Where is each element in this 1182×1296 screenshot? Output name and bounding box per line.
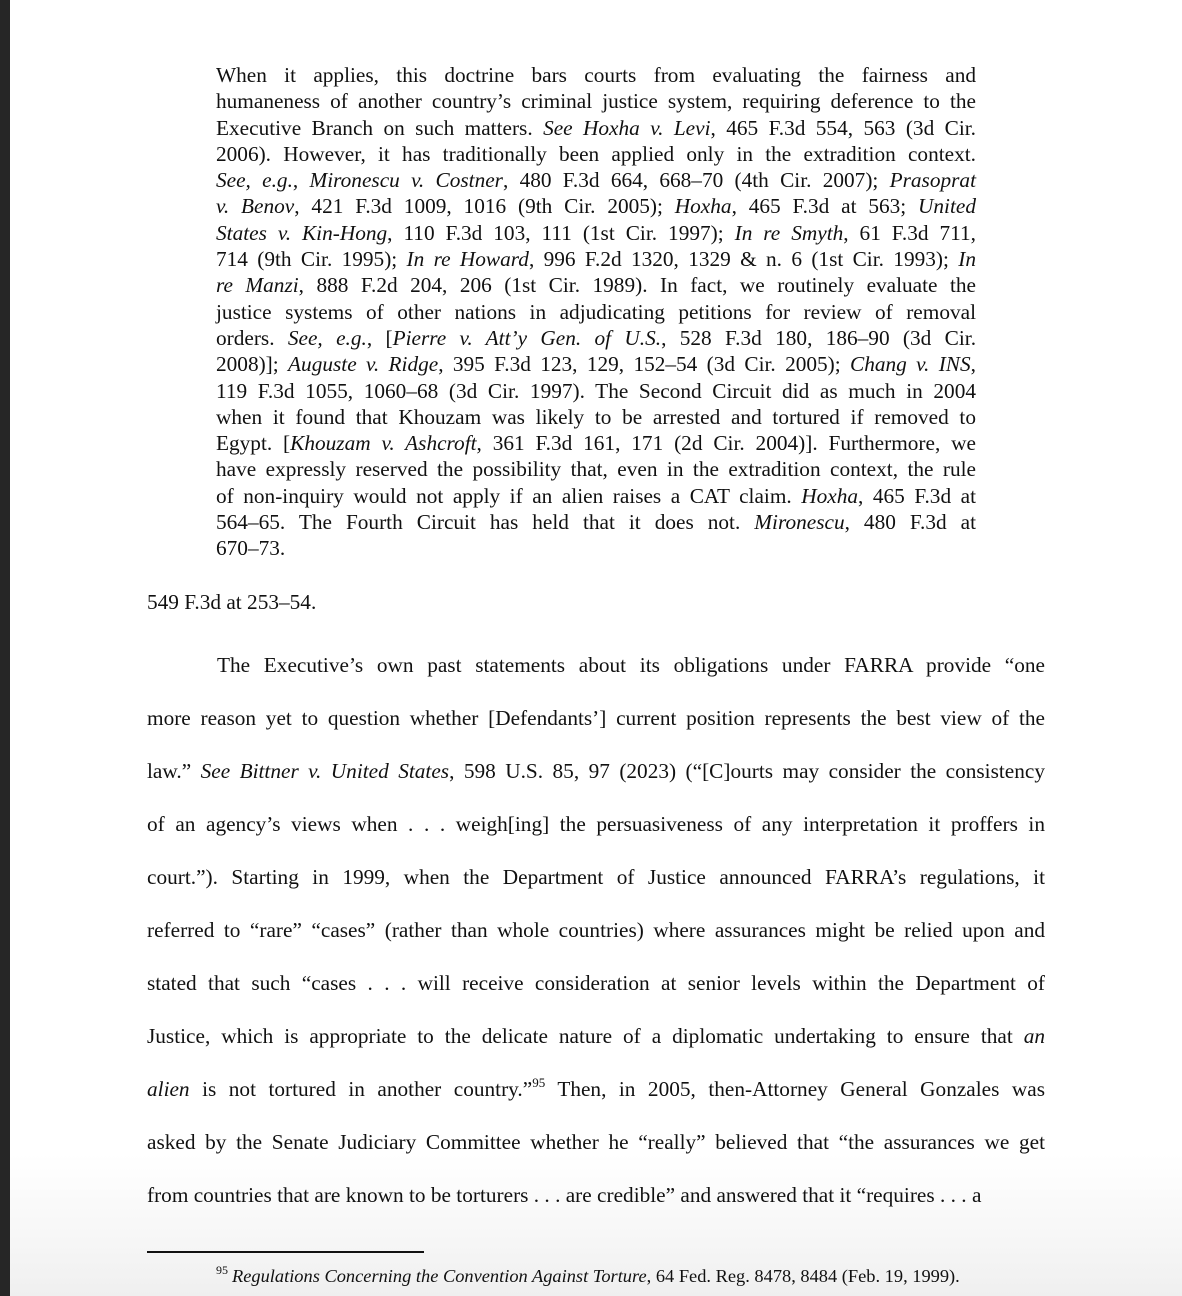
text-line [216,351,976,377]
body-paragraph [147,639,1045,1222]
text-run: , 465 F.3d at 563; [731,194,919,219]
text-run: 714 (9th Cir. 1995); [216,247,407,272]
text-run: more reason yet to question whether [Defendants’] current position represents the best view of the [147,706,1045,730]
text-line [216,88,976,114]
italic-citation: Auguste v. Ridge [288,352,439,377]
italic-citation: Prasoprat [889,168,976,193]
italic-citation: alien [147,1077,190,1101]
text-run: The Executive’s own past statements about its obligations under FARRA provide “one [217,653,1045,677]
text-run: when it found that Khouzam was likely to be arrested and tortured if removed to [216,404,976,429]
text-line [216,272,976,298]
text-run: Egypt. [ [216,431,291,456]
text-line [147,851,1045,904]
text-run: Justice, which is appropriate to the delicate nature of a diplomatic undertaking to ensure that [147,1024,1024,1048]
text-run: of non-inquiry would not apply if an alien raises a CAT claim. [216,483,802,508]
text-line [147,639,1045,692]
italic-citation: Hoxha [801,483,859,508]
text-run: , 480 F.3d at [844,510,976,535]
text-run: is not tortured in another country.” [189,1077,533,1101]
text-line [147,1010,1045,1063]
footnote-separator [147,1251,424,1253]
text-run: 119 F.3d 1055, 1060–68 (3d Cir. 1997). The Second Circuit did as much in 2004 [216,378,976,403]
italic-citation: See Bittner v. United States [200,759,450,783]
text-line [216,167,976,193]
text-run: , 110 F.3d 103, 111 (1st Cir. 1997); [387,220,735,245]
text-run: 564–65. The Fourth Circuit has held that it does not. [216,510,755,535]
italic-citation: Regulations Concerning the Convention Against Torture [232,1266,647,1286]
text-run: , 528 F.3d 180, 186–90 (3d Cir. [661,325,977,350]
text-run: , 361 F.3d 161, 171 (2d Cir. 2004)]. Furthermore, we [476,431,976,456]
text-line [216,62,976,88]
text-line [147,957,1045,1010]
text-run: stated that such “cases . . . will receive consideration at senior levels within the Department of [147,971,1045,995]
text-run: have expressly reserved the possibility that, even in the extradition context, the rule [216,457,976,482]
text-line [216,483,976,509]
text-run: orders. [216,325,288,350]
text-line [216,378,976,404]
text-run: , [ [366,325,393,350]
text-line [216,141,976,167]
text-run: , 480 F.3d 664, 668–70 (4th Cir. 2007); [502,168,890,193]
text-run: , 465 F.3d 554, 563 (3d Cir. [710,115,976,140]
text-line [216,535,976,561]
text-run: , 64 Fed. Reg. 8478, 8484 (Feb. 19, 1999). [646,1266,960,1286]
italic-citation: Hoxha [674,194,732,219]
text-line [216,509,976,535]
text-run: , 465 F.3d at [858,483,976,508]
text-run: , 996 F.2d 1320, 1329 & n. 6 (1st Cir. 1993); [528,247,959,272]
text-line [147,692,1045,745]
italic-citation: See, e.g. [287,325,367,350]
text-run: 670–73. [216,536,286,561]
text-run: from countries that are known to be torturers . . . are credible” and answered that it “requires . . . a [147,1183,982,1207]
italic-citation: Chang v. INS [850,352,971,377]
text-run: of an agency’s views when . . . weigh[ing] the persuasiveness of any interpretation it proffers in [147,812,1045,836]
text-run: , [970,352,976,377]
text-run: humaneness of another country’s criminal justice system, requiring deference to the [216,89,976,114]
text-line [216,193,976,219]
italic-citation: See Hoxha v. Levi [543,115,711,140]
text-run: asked by the Senate Judiciary Committee whether he “really” believed that “the assurances we get [147,1130,1045,1154]
text-line [216,246,976,272]
block-quote [216,62,976,562]
text-run: Executive Branch on such matters. [216,115,544,140]
text-line [147,745,1045,798]
text-line [216,430,976,456]
text-run: , 598 U.S. 85, 97 (2023) (“[C]ourts may consider the consistency [449,759,1046,783]
quote-citation: 549 F.3d at 253–54. [147,590,317,614]
document-page [10,0,1182,1296]
text-run: justice systems of other nations in adjudicating petitions for review of removal [216,299,976,324]
text-line [147,1116,1045,1169]
italic-citation: v. Benov [216,194,295,219]
text-line [147,1169,1045,1222]
text-run: law.” [147,759,201,783]
italic-citation: States v. Kin-Hong [216,220,388,245]
footnote-reference[interactable]: 95 [532,1075,546,1090]
text-run: , [292,168,310,193]
italic-citation: Mironescu [754,510,845,535]
footnote-number: 95 [216,1263,228,1277]
italic-citation: United [918,194,976,219]
italic-citation: In re Howard [406,247,529,272]
text-line [147,798,1045,851]
text-line [147,904,1045,957]
italic-citation: an [1023,1024,1045,1048]
italic-citation: Pierre v. Att’y Gen. of U.S. [392,325,662,350]
text-run: , 888 F.2d 204, 206 (1st Cir. 1989). In fact, we routinely evaluate the [298,273,976,298]
italic-citation: Mironescu v. Costner [309,168,503,193]
text-line [216,220,976,246]
text-run: referred to “rare” “cases” (rather than whole countries) where assurances might be relied upon and [147,918,1045,942]
text-line [216,299,976,325]
text-run: , 61 F.3d 711, [843,220,976,245]
text-run: court.”). Starting in 1999, when the Department of Justice announced FARRA’s regulations, it [147,865,1045,889]
text-run: When it applies, this doctrine bars courts from evaluating the fairness and [216,63,976,87]
text-line [216,325,976,351]
text-run: Then, in 2005, then-Attorney General Gonzales was [545,1077,1046,1101]
text-run: , 395 F.3d 123, 129, 152–54 (3d Cir. 2005); [438,352,851,377]
text-line [216,404,976,430]
text-run: 2006). However, it has traditionally been applied only in the extradition context. [216,141,976,166]
italic-citation: re Manzi [216,273,299,298]
italic-citation: Khouzam v. Ashcroft [290,431,477,456]
italic-citation: In re Smyth [734,220,844,245]
text-line [147,1063,1045,1116]
text-run: , 421 F.3d 1009, 1016 (9th Cir. 2005); [294,194,675,219]
text-run: 2008)]; [216,352,289,377]
footnote-95 [216,1264,1036,1288]
text-line [216,115,976,141]
viewer-left-edge [0,0,10,1296]
text-line [216,456,976,482]
italic-citation: See, e.g. [216,168,293,193]
italic-citation: In [958,247,976,272]
